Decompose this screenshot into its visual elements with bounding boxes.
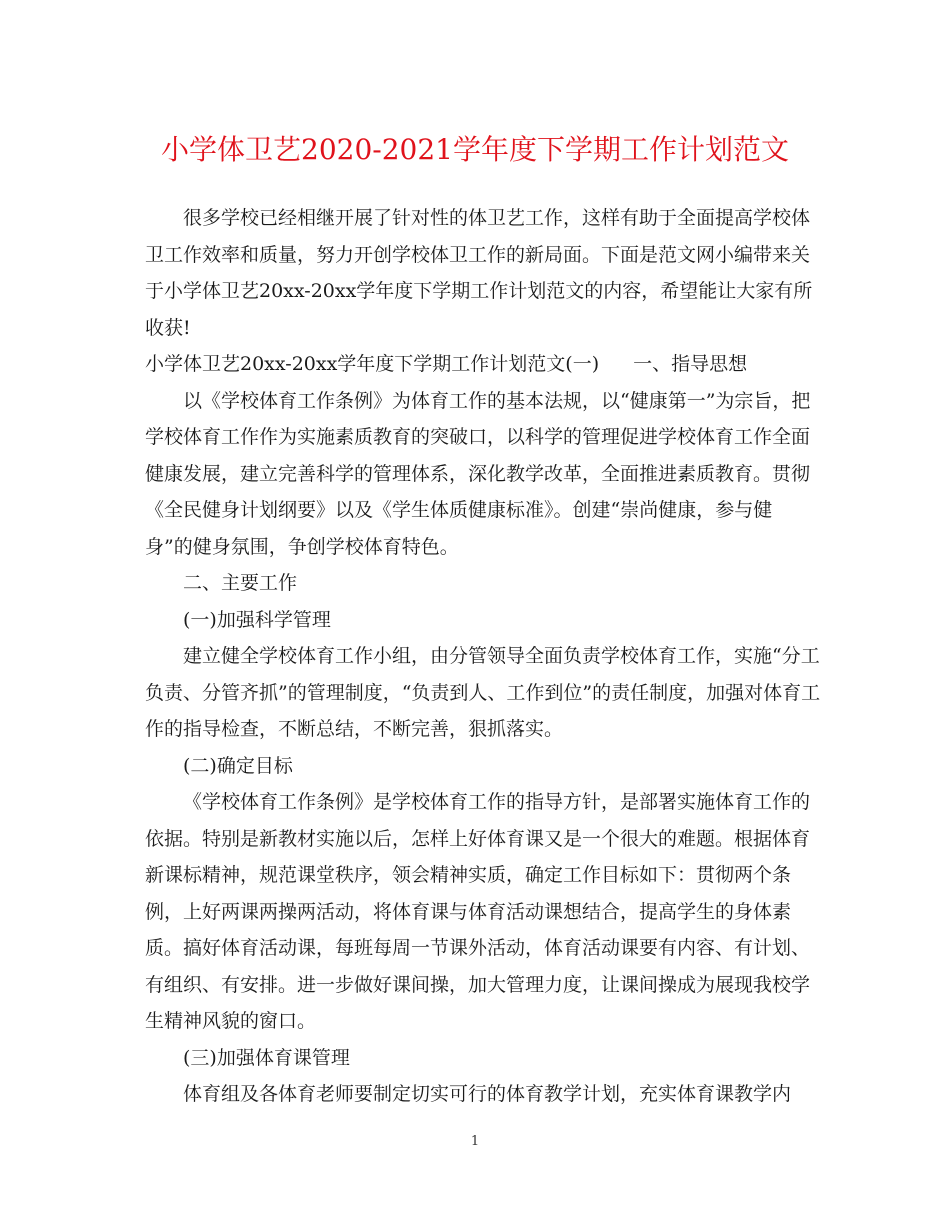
section-heading: 二、主要工作 xyxy=(183,572,298,594)
subsection-heading: (三)加强体育课管理 xyxy=(183,1046,350,1069)
paragraph-line: 《学校体育工作条例》是学校体育工作的指导方针，是部署实施体育工作的 xyxy=(183,791,811,813)
subsection-heading: (一)加强科学管理 xyxy=(183,608,331,631)
paragraph-line: 身”的健身氛围，争创学校体育特色。 xyxy=(145,535,459,558)
paragraph-line: 生精神风貌的窗口。 xyxy=(145,1010,317,1032)
paragraph-line: 新课标精神，规范课堂秩序，领会精神实质，确定工作目标如下：贯彻两个条 xyxy=(145,864,792,886)
paragraph-line: 健康发展，建立完善科学的管理体系，深化教学改革，全面推进素质教育。贯彻 xyxy=(145,462,811,485)
subtitle-line xyxy=(145,346,810,383)
paragraph-line: 《全民健身计划纲要》以及《学生体质健康标准》。创建“崇尚健康，参与健 xyxy=(145,499,773,521)
paragraph-line: 于小学体卫艺20xx-20xx学年度下学期工作计划范文的内容，希望能让大家有所 xyxy=(145,280,813,302)
section-heading: 一、指导思想 xyxy=(633,353,748,375)
paragraph-line: 作的指导检查，不断总结，不断完善，狠抓落实。 xyxy=(145,718,564,740)
document-title: 小学体卫艺2020-2021学年度下学期工作计划范文 xyxy=(161,133,789,166)
paragraph-line: 有组织、有安排。进一步做好课间操，加大管理力度，让课间操成为展现我校学 xyxy=(145,973,811,996)
section-subtitle: 小学体卫艺20xx-20xx学年度下学期工作计划范文(一) xyxy=(145,353,600,375)
paragraph-line: 很多学校已经相继开展了针对性的体卫艺工作，这样有助于全面提高学校体 xyxy=(183,207,811,229)
subsection-heading: (二)确定目标 xyxy=(183,754,293,777)
paragraph-line: 学校体育工作作为实施素质教育的突破口，以科学的管理促进学校体育工作全面 xyxy=(145,426,811,448)
document-body xyxy=(145,200,821,1113)
paragraph-line: 卫工作效率和质量，努力开创学校体卫工作的新局面。下面是范文网小编带来关 xyxy=(145,243,811,266)
paragraph-line: 收获! xyxy=(145,316,191,339)
paragraph-line: 负责、分管齐抓”的管理制度，“负责到人、工作到位”的责任制度，加强对体育工 xyxy=(145,681,821,704)
paragraph-line: 以《学校体育工作条例》为体育工作的基本法规，以“健康第一”为宗旨，把 xyxy=(183,389,811,412)
paragraph-line: 依据。特别是新教材实施以后，怎样上好体育课又是一个很大的难题。根据体育 xyxy=(145,827,811,850)
paragraph-line: 体育组及各体育老师要制定切实可行的体育教学计划，充实体育课教学内 xyxy=(183,1083,792,1105)
paragraph-line: 质。搞好体育活动课，每班每周一节课外活动，体育活动课要有内容、有计划、 xyxy=(145,937,811,959)
page-number: 1 xyxy=(470,1134,480,1149)
paragraph-line: 例，上好两课两操两活动，将体育课与体育活动课想结合，提高学生的身体素 xyxy=(145,900,792,923)
paragraph-line: 建立健全学校体育工作小组，由分管领导全面负责学校体育工作，实施“分工 xyxy=(183,645,820,667)
